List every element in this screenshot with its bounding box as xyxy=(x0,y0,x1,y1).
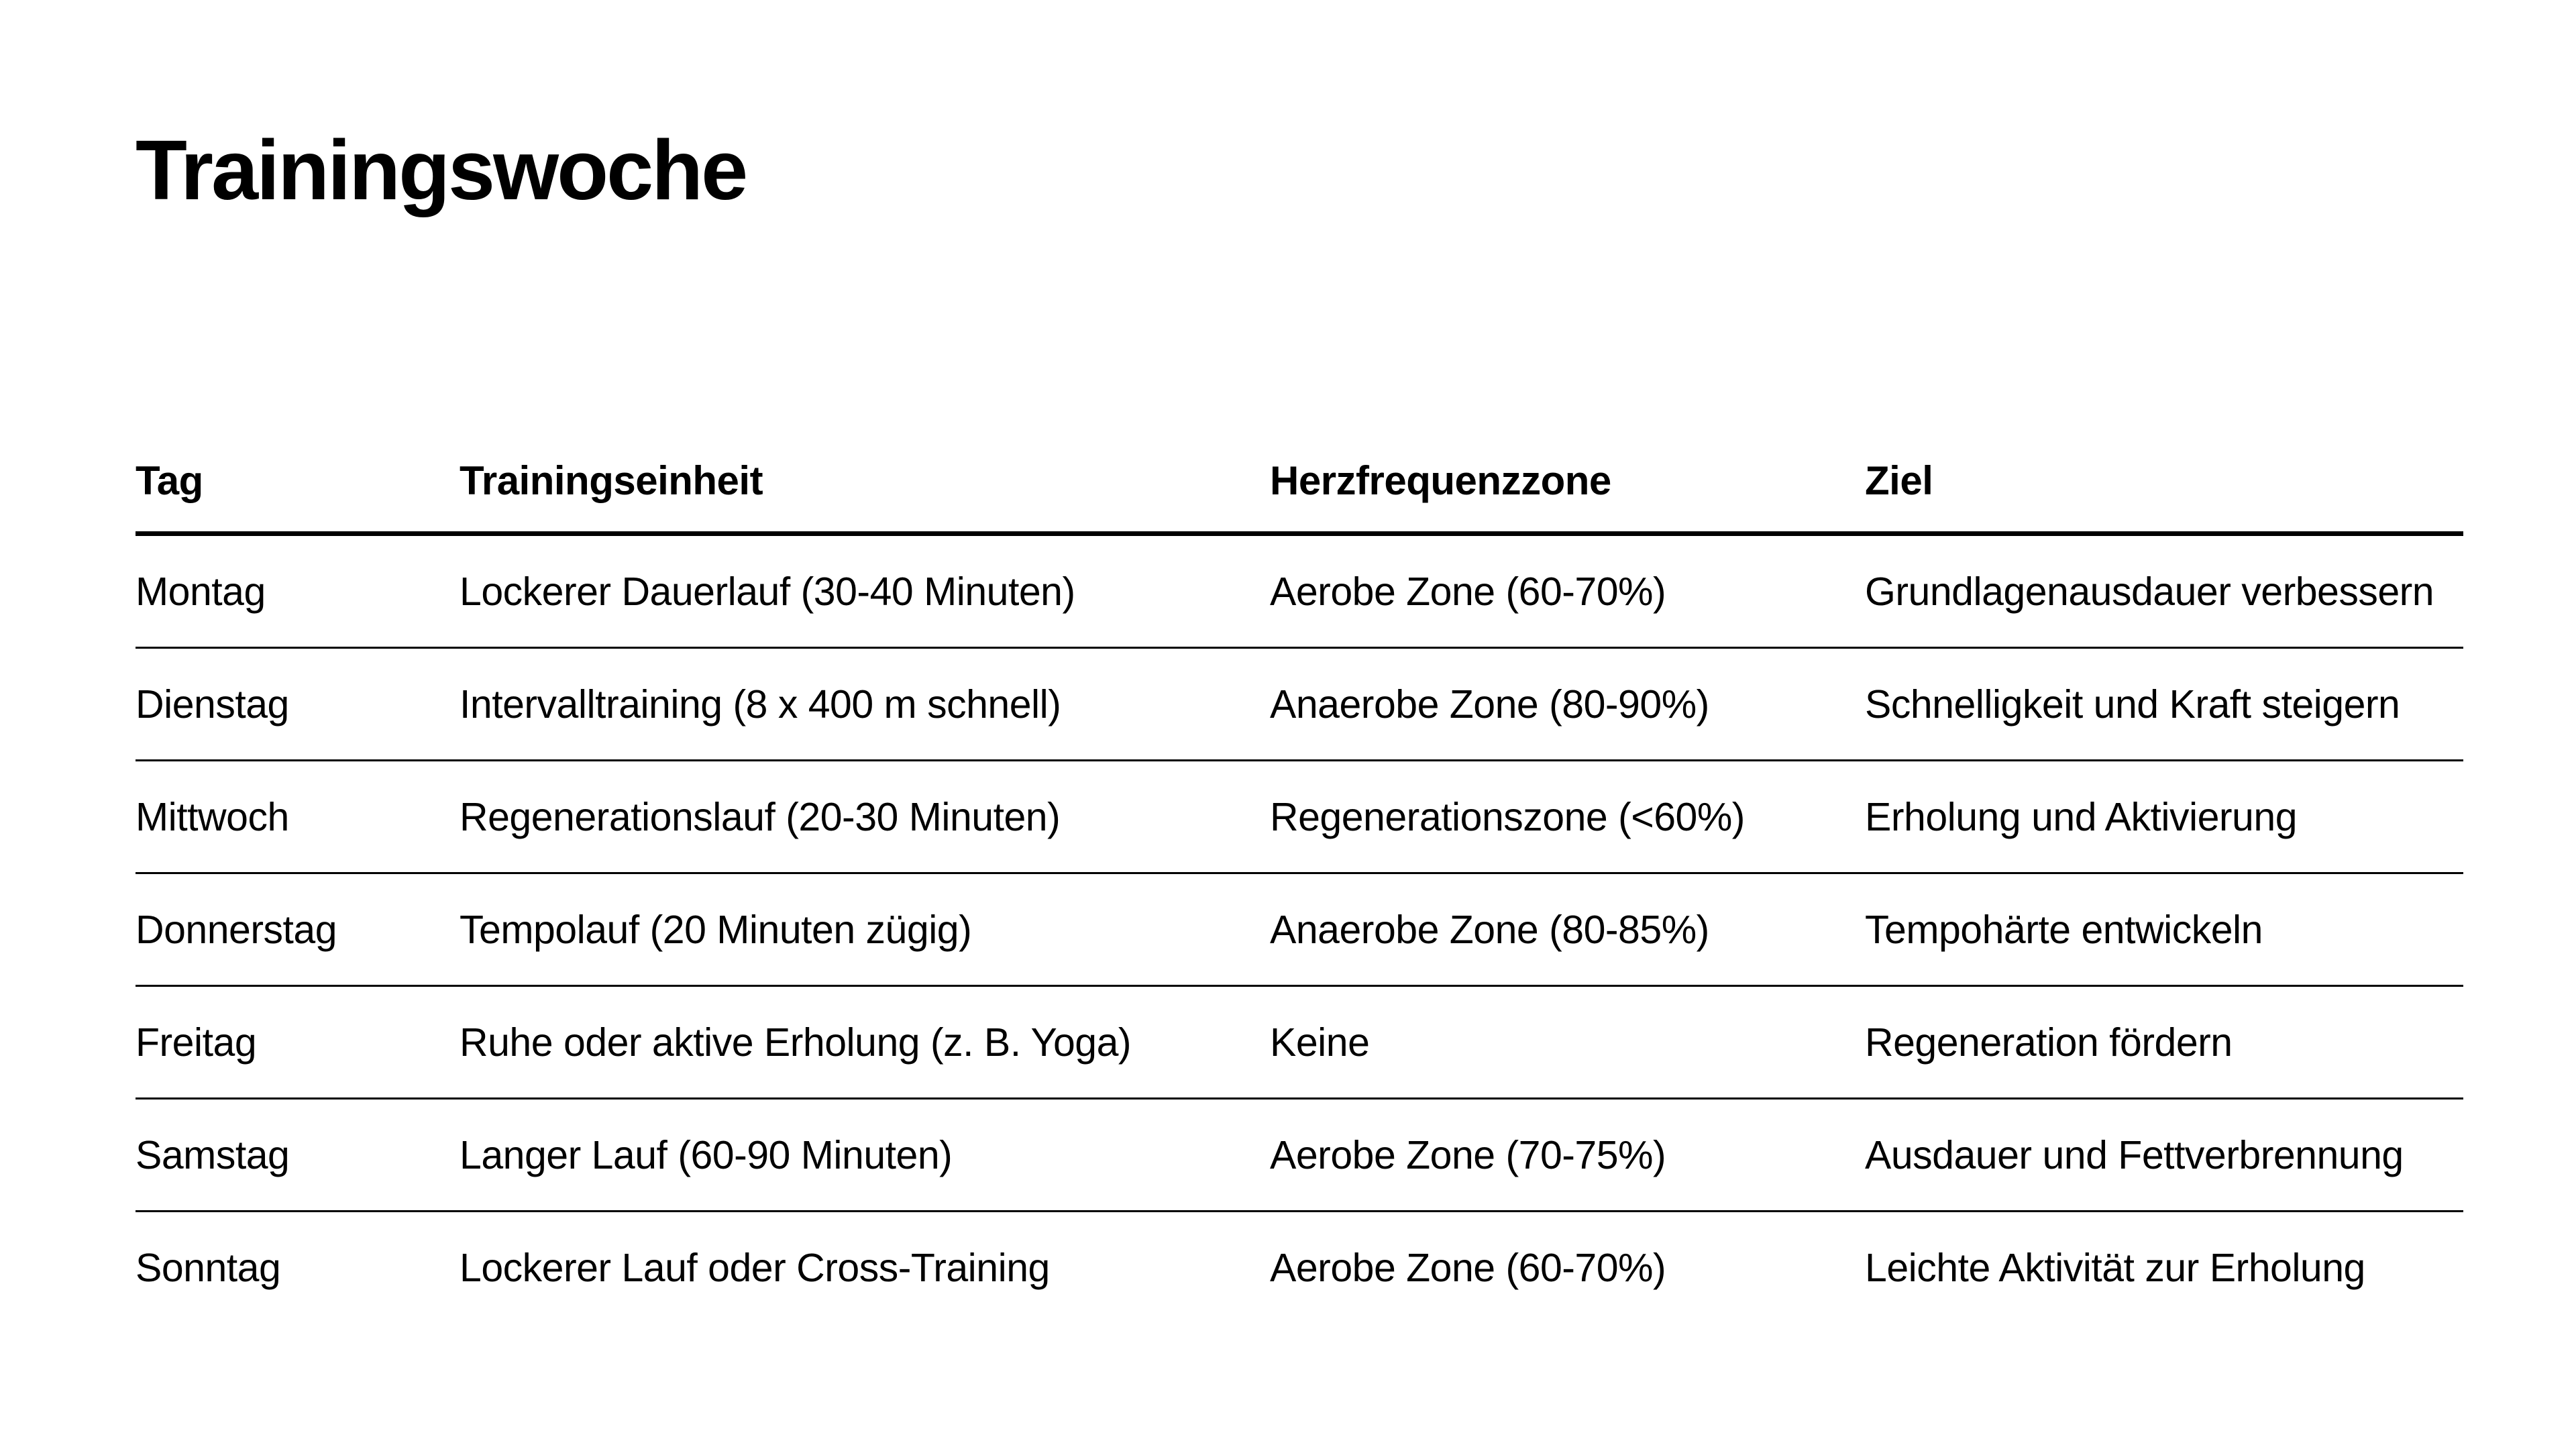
cell-zone: Aerobe Zone (60-70%) xyxy=(1270,1245,1666,1290)
cell-zone: Aerobe Zone (60-70%) xyxy=(1270,534,1865,648)
header-herzfrequenzzone: Herzfrequenzzone xyxy=(1270,429,1865,534)
cell-session: Regenerationslauf (20-30 Minuten) xyxy=(460,761,1270,873)
cell-zone: Regenerationszone (<60%) xyxy=(1270,761,1865,873)
cell-goal: Regeneration fördern xyxy=(1865,986,2463,1099)
table-row xyxy=(136,873,2463,986)
cell-zone: Aerobe Zone (70-75%) xyxy=(1270,1099,1865,1212)
cell-goal: Ausdauer und Fettverbrennung xyxy=(1865,1099,2463,1212)
cell-day: Mittwoch xyxy=(136,761,460,873)
page-title: Trainingswoche xyxy=(136,123,747,217)
cell-day: Freitag xyxy=(136,986,460,1099)
cell-goal: Leichte Aktivität zur Erholung xyxy=(1865,1245,2365,1290)
table-header-row xyxy=(136,429,2463,534)
cell-goal: Erholung und Aktivierung xyxy=(1865,761,2463,873)
training-table-container xyxy=(136,429,2463,1323)
table-row xyxy=(136,1099,2463,1212)
cell-goal: Grundlagenausdauer verbessern xyxy=(1865,534,2463,648)
header-ziel: Ziel xyxy=(1865,429,2463,534)
cell-session: Lockerer Lauf oder Cross-Training xyxy=(460,1245,1050,1290)
cell-session: Langer Lauf (60-90 Minuten) xyxy=(460,1099,1270,1212)
training-table xyxy=(136,429,2463,1323)
table-row xyxy=(136,648,2463,761)
cell-zone: Anaerobe Zone (80-85%) xyxy=(1270,873,1865,986)
cell-goal: Schnelligkeit und Kraft steigern xyxy=(1865,648,2463,761)
header-trainingseinheit: Trainingseinheit xyxy=(460,429,1270,534)
cell-session: Intervalltraining (8 x 400 m schnell) xyxy=(460,648,1270,761)
cell-day: Dienstag xyxy=(136,648,460,761)
table-row xyxy=(136,986,2463,1099)
cell-session: Tempolauf (20 Minuten zügig) xyxy=(460,873,1270,986)
cell-session: Lockerer Dauerlauf (30-40 Minuten) xyxy=(460,534,1270,648)
cell-session: Ruhe oder aktive Erholung (z. B. Yoga) xyxy=(460,986,1270,1099)
cell-zone: Anaerobe Zone (80-90%) xyxy=(1270,648,1865,761)
cell-day: Donnerstag xyxy=(136,873,460,986)
table-row xyxy=(136,761,2463,873)
cell-day: Sonntag xyxy=(136,1245,281,1290)
cell-day: Samstag xyxy=(136,1099,460,1212)
table-row xyxy=(136,1212,2463,1324)
cell-zone: Keine xyxy=(1270,986,1865,1099)
header-tag: Tag xyxy=(136,429,460,534)
cell-goal: Tempohärte entwickeln xyxy=(1865,873,2463,986)
cell-day: Montag xyxy=(136,534,460,648)
table-row xyxy=(136,534,2463,648)
